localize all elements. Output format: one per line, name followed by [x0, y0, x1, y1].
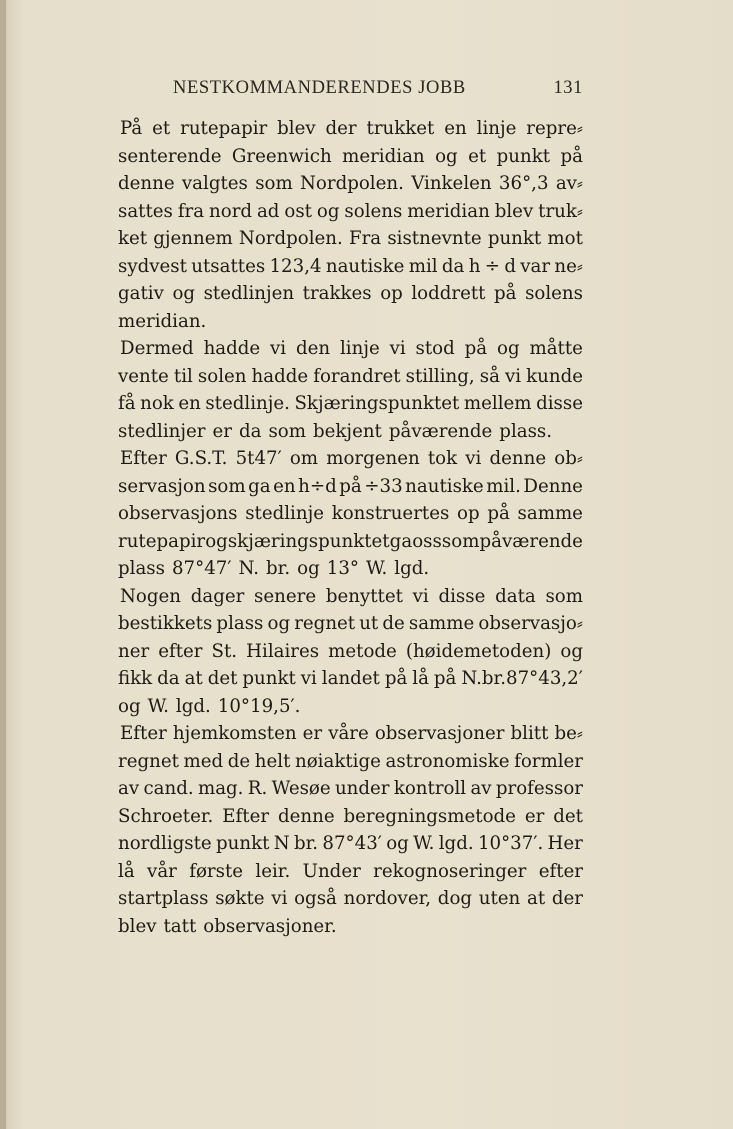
text-line: bestikkets plass og regnet ut de samme observasjo⸗	[118, 613, 583, 634]
text-line: startplass søkte vi også nordover, dog uten at der	[118, 888, 583, 909]
paragraph	[118, 583, 583, 721]
page-gutter-shadow	[0, 0, 6, 1129]
text-line: rutepapir og skjæringspunktet ga oss som påværende	[118, 530, 583, 552]
body-text	[118, 115, 583, 940]
text-line: meridian.	[118, 310, 207, 332]
text-line: sattes fra nord ad ost og solens meridian blev truk⸗	[118, 200, 583, 222]
text-line: og W. lgd. 10°19,5′.	[118, 695, 301, 717]
text-line: ket gjennem Nordpolen. Fra sistnevnte punkt mot	[118, 228, 583, 249]
text-line: Efter G.S.T. 5t47′ om morgenen tok vi denne ob⸗	[120, 448, 583, 469]
text-line: Schroeter. Efter denne beregningsmetode er det	[118, 805, 583, 827]
running-header	[118, 78, 583, 104]
text-line: få nok en stedlinje. Skjæringspunktet mellem disse	[118, 393, 583, 414]
text-line: senterende Greenwich meridian og et punkt på	[118, 145, 583, 167]
paragraph	[118, 720, 583, 940]
page-number: 131	[553, 78, 583, 98]
text-line: På et rutepapir blev der trukket en linje repre⸗	[120, 118, 583, 139]
text-line: nordligste punkt N br. 87°43′ og W. lgd. 10°37′. Her	[118, 833, 583, 854]
text-line: av cand. mag. R. Wesøe under kontroll av professor	[118, 778, 583, 799]
text-line: regnet med de helt nøiaktige astronomiske formler	[118, 750, 583, 772]
paragraph	[118, 115, 583, 335]
text-line: gativ og stedlinjen trakkes op loddrett på solens	[118, 283, 583, 304]
text-line: Dermed hadde vi den linje vi stod på og måtte	[120, 338, 583, 359]
text-line: plass 87°47′ N. br. og 13° W. lgd.	[118, 558, 430, 579]
text-line: denne valgtes som Nordpolen. Vinkelen 36°,3 av⸗	[118, 173, 583, 194]
text-line: Efter hjemkomsten er våre observasjoner blitt be⸗	[120, 723, 583, 744]
paragraph	[118, 445, 583, 583]
text-line: Nogen dager senere benyttet vi disse data som	[120, 585, 583, 607]
text-line: servasjon som ga en h÷d på ÷33 nautiske mil. Denne	[118, 475, 583, 497]
text-line: fikk da at det punkt vi landet på lå på N.br.87°43,2′	[118, 668, 583, 689]
text-line: vente til solen hadde forandret stilling, så vi kunde	[118, 365, 583, 387]
paragraph	[118, 335, 583, 445]
text-line: ner efter St. Hilaires metode (høidemetoden) og	[118, 640, 583, 662]
running-header-title: NESTKOMMANDERENDES JOBB	[173, 78, 466, 98]
text-line: stedlinjer er da som bekjent påværende plass.	[118, 420, 553, 442]
text-line: lå vår første leir. Under rekognoseringer efter	[118, 860, 583, 882]
text-line: blev tatt observasjoner.	[118, 915, 337, 937]
text-line: sydvest utsattes 123,4 nautiske mil da h ÷ d var ne⸗	[118, 255, 583, 277]
text-line: observasjons stedlinje konstruertes op på samme	[118, 503, 583, 524]
